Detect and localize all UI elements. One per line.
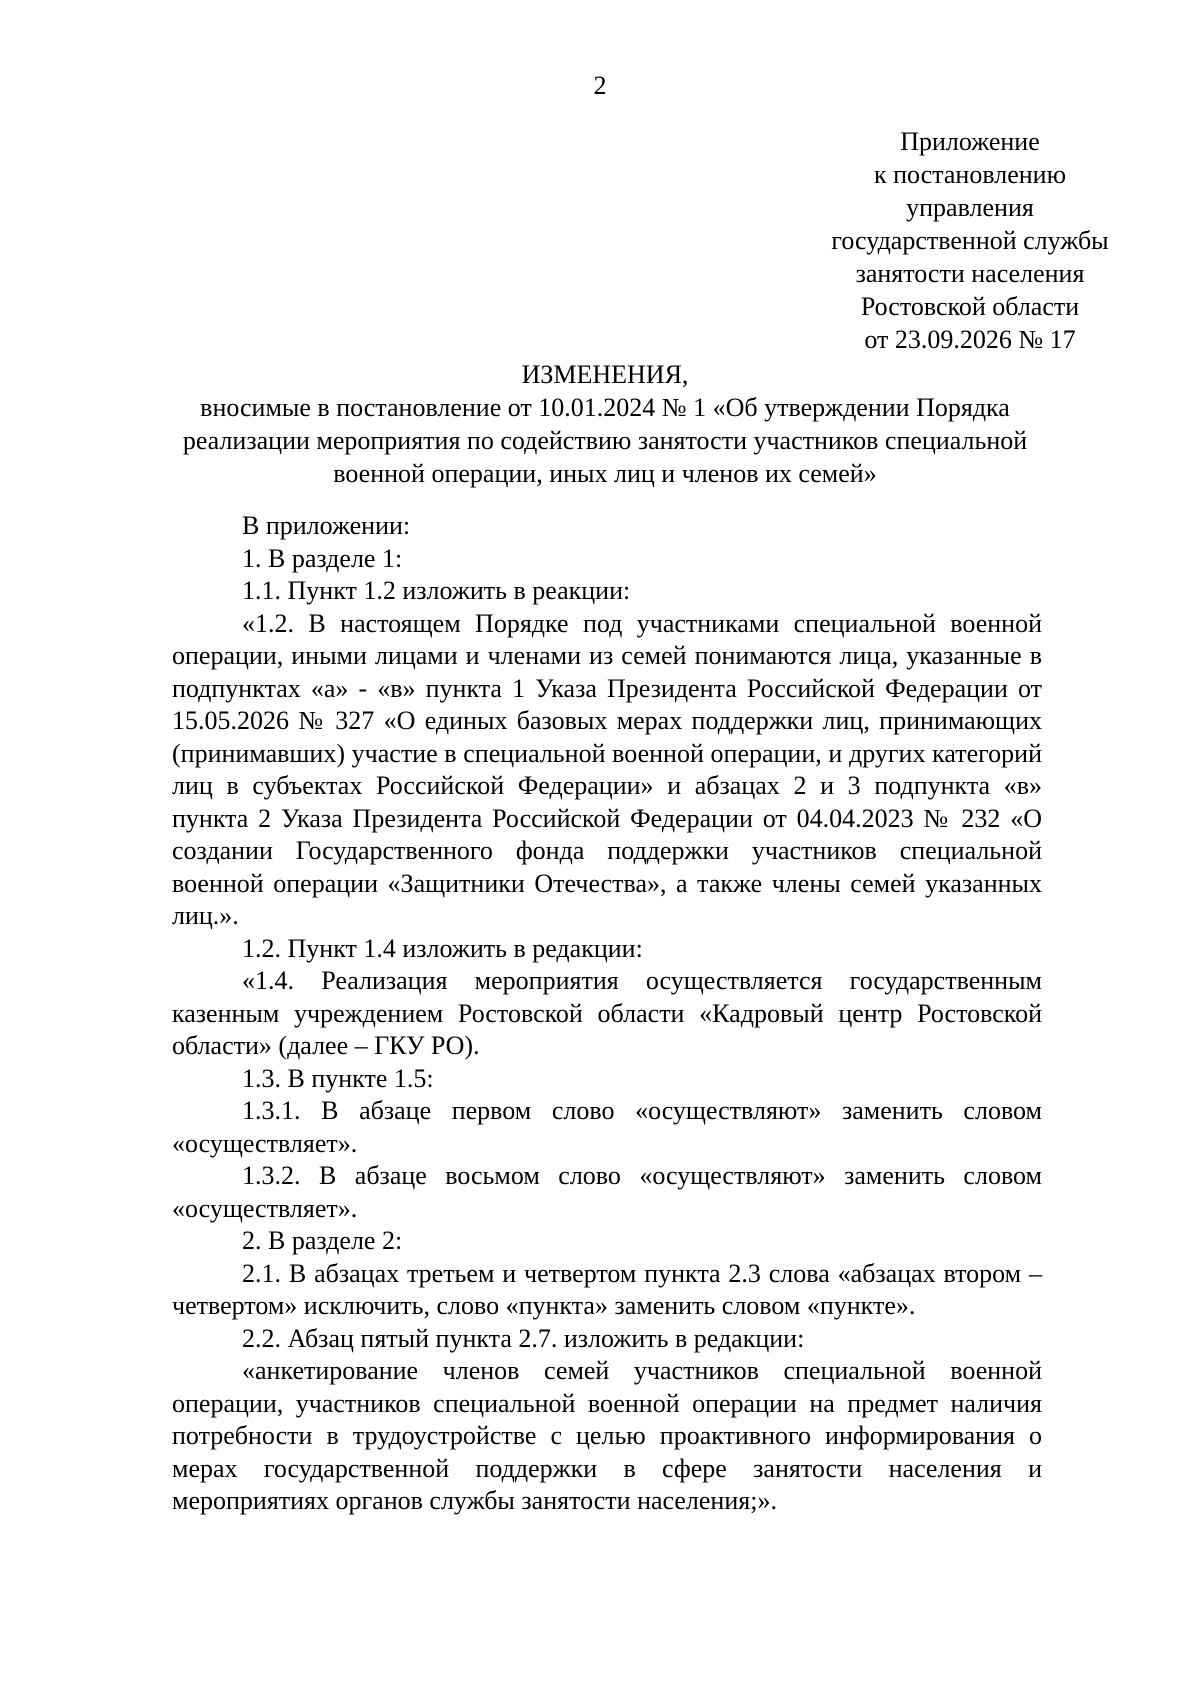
- document-subtitle: вносимые в постановление от 10.01.2024 № 1 «Об утверждении Порядка реализации мероприятия по содействию занятости участников специальной военной операции, иных лиц и членов их семей»: [182, 393, 1028, 488]
- paragraph: 2. В разделе 2:: [242, 1226, 403, 1255]
- document-heading: [170, 358, 1040, 490]
- appendix-block: [780, 125, 1160, 356]
- document-body: [172, 510, 1042, 1518]
- appendix-line: Приложение: [900, 127, 1040, 156]
- paragraph: 1. В разделе 1:: [242, 543, 403, 573]
- appendix-line: к постановлению: [873, 160, 1067, 189]
- appendix-line: занятости населения: [855, 259, 1085, 288]
- paragraph: 2.2. Абзац пятый пункта 2.7. изложить в редакции:: [242, 1323, 805, 1353]
- paragraph: «анкетирование членов семей участников специальной военной операции, участников специальной военной операции на предмет наличия потребности в трудоустройстве с целью проактивного информирования о мерах государственной поддержки в сфере занятости населения и мероприятиях органов службы занятости населения;».: [172, 1356, 1042, 1515]
- appendix-line: Ростовской области: [860, 292, 1080, 321]
- page-number: 2: [593, 71, 607, 100]
- paragraph: В приложении:: [242, 511, 411, 540]
- paragraph: 1.1. Пункт 1.2 изложить в реакции:: [242, 576, 631, 605]
- paragraph: «1.4. Реализация мероприятия осуществляется государственным казенным учреждением Ростовской области «Кадровый центр Ростовской области» (далее – ГКУ РО).: [172, 966, 1042, 1060]
- document-title: ИЗМЕНЕНИЯ,: [521, 360, 689, 389]
- paragraph: «1.2. В настоящем Порядке под участниками специальной военной операции, иными лицами и членами из семей понимаются лица, указанные в подпунктах «а» - «в» пункта 1 Указа Президента Российской Федерации от 15.05.2026 № 327 «О единых базовых мерах поддержки лиц, принимающих (принимавших) участие в специальной военной операции, и других категорий лиц в субъектах Российской Федерации» и абзацах 2 и 3 подпункта «в» пункта 2 Указа Президента Российской Федерации от 04.04.2023 № 232 «О создании Государственного фонда поддержки участников специальной военной операции «Защитники Отечества», а также члены семей указанных лиц.».: [172, 608, 1042, 930]
- paragraph: 2.1. В абзацах третьем и четвертом пункта 2.3 слова «абзацах втором – четвертом» исключить, слово «пункта» заменить словом «пункте».: [172, 1258, 1042, 1320]
- paragraph: 1.3.2. В абзаце восьмом слово «осуществляют» заменить словом «осуществляет».: [172, 1161, 1042, 1223]
- paragraph: 1.3.1. В абзаце первом слово «осуществляют» заменить словом «осуществляет».: [172, 1096, 1042, 1158]
- appendix-line: от 23.09.2026 № 17: [864, 325, 1076, 354]
- paragraph: 1.3. В пункте 1.5:: [242, 1063, 434, 1093]
- paragraph: 1.2. Пункт 1.4 изложить в редакции:: [242, 933, 643, 963]
- appendix-line: государственной службы: [831, 226, 1109, 255]
- appendix-line: управления: [906, 193, 1034, 222]
